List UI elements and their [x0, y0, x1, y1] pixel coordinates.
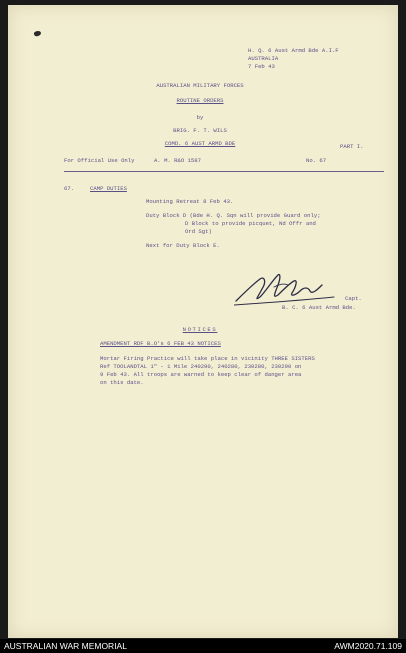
handwritten-signature	[234, 267, 354, 309]
header-date: 7 Feb 43	[248, 63, 275, 70]
document-page	[8, 5, 398, 638]
command-title: COMD. 6 AUST ARMD BDE	[164, 140, 236, 147]
header-hq: H. Q. 6 Aust Armd Bde A.I.F	[248, 47, 339, 54]
part-label: PART I.	[340, 143, 364, 150]
footer-accession: AWM2020.71.109	[334, 641, 402, 651]
by-label: by	[196, 114, 204, 121]
divider-rule	[64, 171, 384, 172]
order-line: Mounting Retreat 8 Feb 43.	[146, 198, 234, 205]
signature-title: Capt.	[345, 295, 362, 302]
orders-title: ROUTINE ORDERS	[176, 97, 224, 104]
order-line: D Block to provide picquet, Nd Offr and	[185, 220, 316, 227]
header-country: AUSTRALIA	[248, 55, 279, 62]
order-number: No. 67	[306, 157, 327, 164]
footer-source: AUSTRALIAN WAR MEMORIAL	[4, 641, 127, 651]
order-line: Duty Block D (Bde H. Q. Sqn will provide Guard only;	[146, 212, 321, 219]
force-title: AUSTRALIAN MILITARY FORCES	[156, 82, 244, 89]
notices-heading: NOTICES	[182, 326, 218, 333]
notice-line: Mortar Firing Practice will take place in vicinity THREE SISTERS	[100, 355, 315, 362]
ink-blot	[33, 30, 41, 37]
notice-line: on this date.	[100, 379, 144, 386]
reference-code: A. M. R&O 1587	[154, 157, 201, 164]
order-line: Ord Sgt)	[185, 228, 212, 235]
notice-line: Ref TOOLANDTAL 1" - 1 Mile 240290, 240280, 230280, 230290 on	[100, 363, 302, 370]
amendment-heading: AMENDMENT RDF B.O's 6 FEB 43 NOTICES	[100, 340, 221, 347]
signature-unit: B. C. 6 Aust Armd Bde.	[282, 304, 356, 311]
archive-footer	[0, 639, 406, 653]
officer-name: BRIG. F. T. WILS	[173, 127, 227, 134]
official-use: For Official Use Only	[64, 157, 135, 164]
order-line: Next for Duty Block E.	[146, 242, 220, 249]
notice-line: 9 Feb 43. All troops are warned to keep clear of danger area	[100, 371, 302, 378]
item-number: 67.	[64, 185, 75, 192]
item-heading: CAMP DUTIES	[90, 185, 127, 192]
